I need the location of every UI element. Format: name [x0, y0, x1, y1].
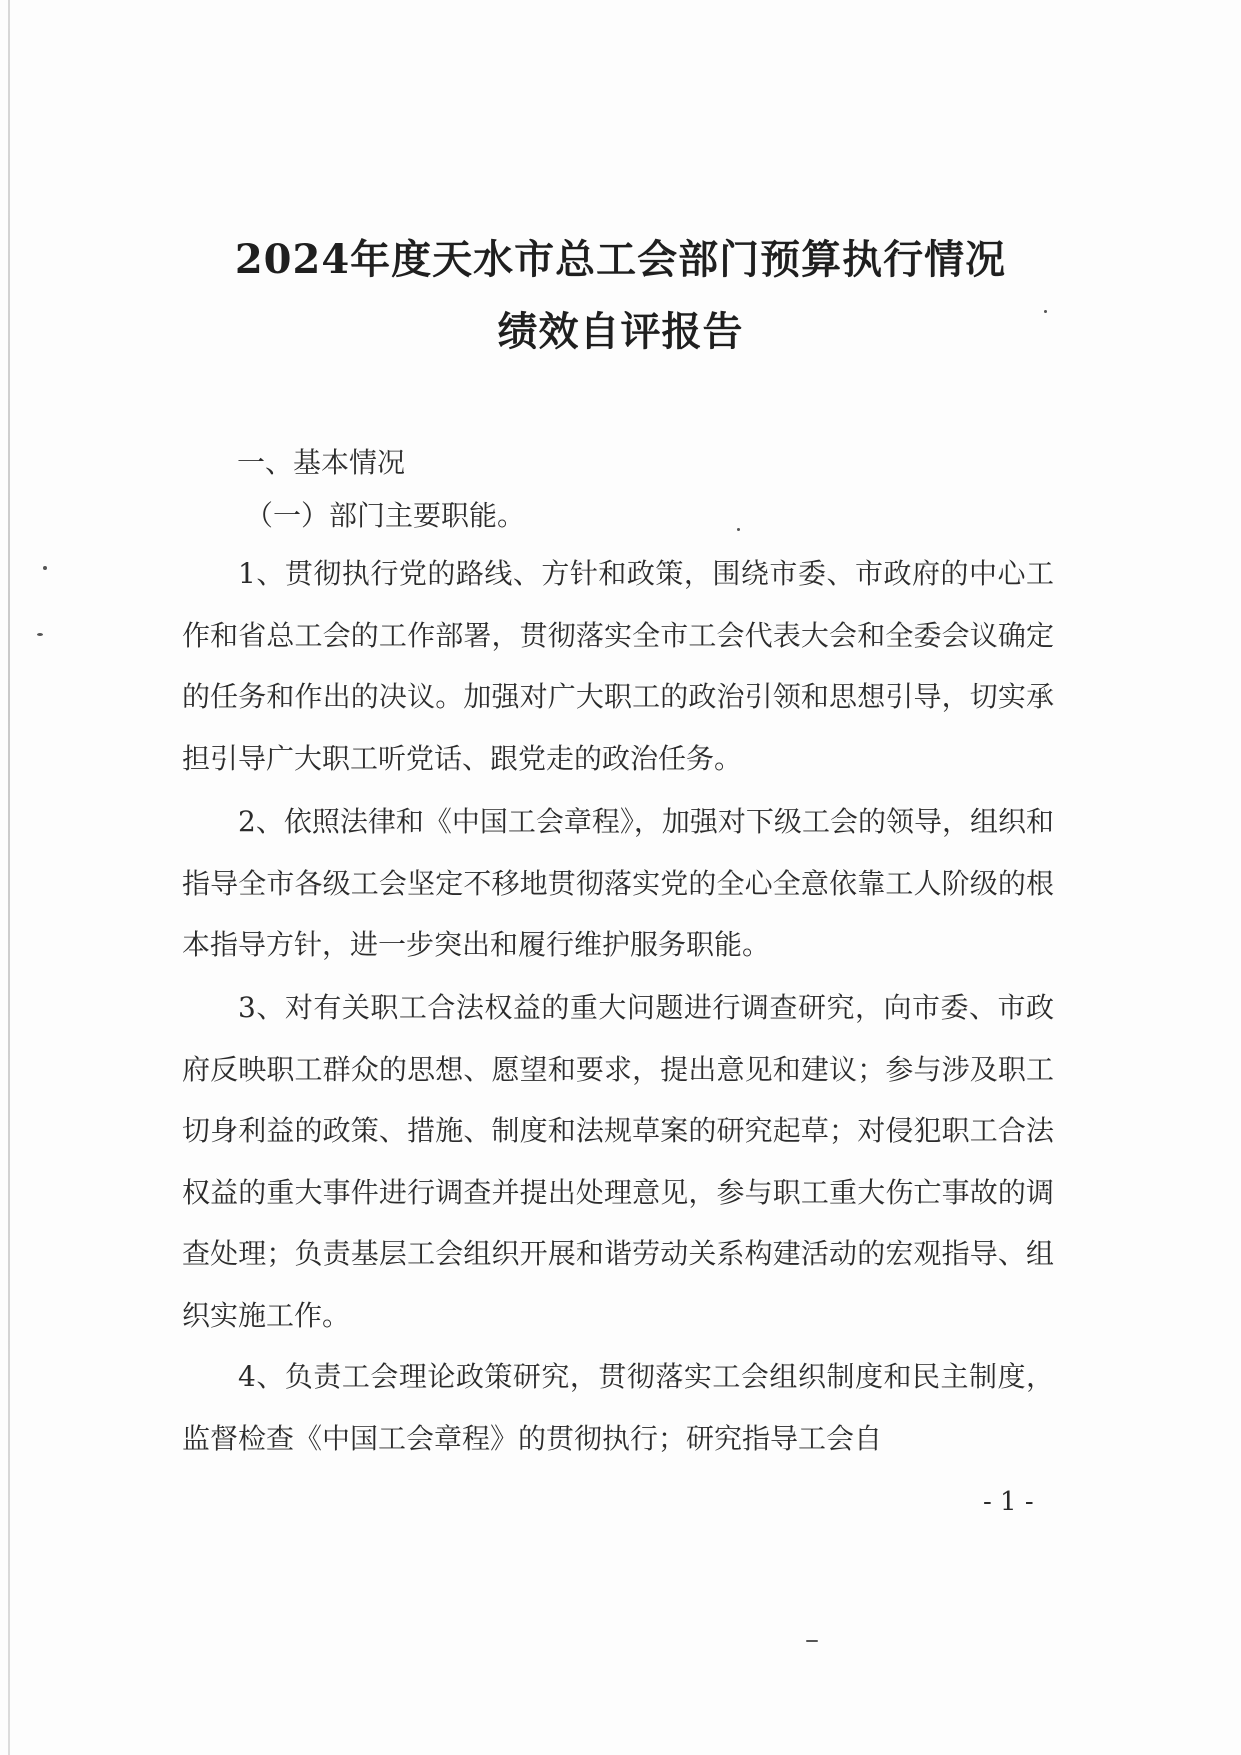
paragraph-text: 2、依照法律和《中国工会章程》，加强对下级工会的领导，组织和指导全市各级工会坚定不移地贯彻落实党的全心全意依靠工人阶级的根本指导方针，进一步突出和履行维护服务职能。	[182, 805, 1054, 961]
scan-speck	[806, 1640, 818, 1642]
scan-speck	[43, 566, 47, 570]
report-title-line1: 2024年度天水市总工会部门预算执行情况	[234, 236, 1007, 283]
paragraph-1	[182, 543, 1054, 789]
subsection-heading: （一）部门主要职能。	[245, 499, 526, 532]
scan-speck	[1044, 310, 1047, 313]
paragraph-4	[182, 1346, 1054, 1469]
section-heading: 一、基本情况	[237, 446, 406, 479]
scan-speck	[737, 528, 740, 531]
paragraph-3	[182, 977, 1054, 1346]
paragraph-text: 4、负责工会理论政策研究，贯彻落实工会组织制度和民主制度，监督检查《中国工会章程》的贯彻执行；研究指导工会自	[182, 1360, 1054, 1455]
paragraph-2	[182, 791, 1054, 976]
paragraph-text: 1、贯彻执行党的路线、方针和政策，围绕市委、市政府的中心工作和省总工会的工作部署，贯彻落实全市工会代表大会和全委会议确定的任务和作出的决议。加强对广大职工的政治引领和思想引导，切实承担引导广大职工听党话、跟党走的政治任务。	[182, 557, 1054, 775]
page-number: - 1 -	[983, 1487, 1034, 1517]
scan-speck	[37, 633, 43, 636]
report-title-line2: 绩效自评报告	[497, 308, 744, 355]
paragraph-text: 3、对有关职工合法权益的重大问题进行调查研究，向市委、市政府反映职工群众的思想、愿望和要求，提出意见和建议；参与涉及职工切身利益的政策、措施、制度和法规草案的研究起草；对侵犯职工合法权益的重大事件进行调查并提出处理意见，参与职工重大伤亡事故的调查处理；负责基层工会组织开展和谐劳动关系构建活动的宏观指导、组织实施工作。	[182, 991, 1054, 1332]
